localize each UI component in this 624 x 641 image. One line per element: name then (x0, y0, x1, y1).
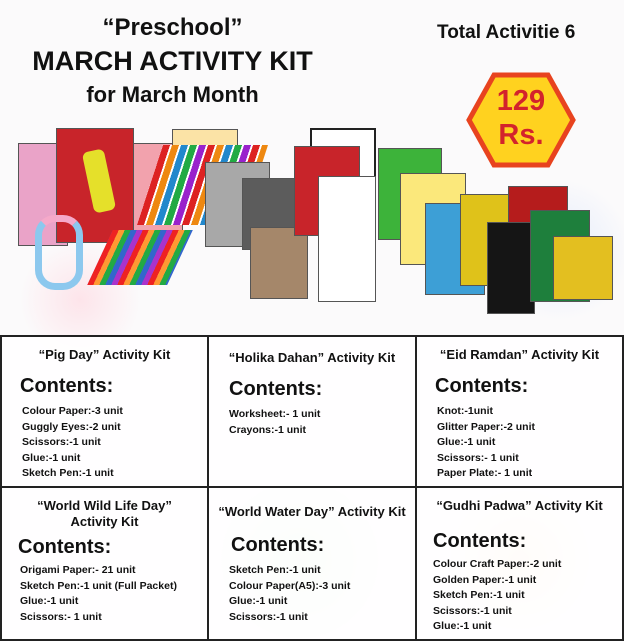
total-activities: Total Activitie 6 (437, 22, 576, 43)
scissors-icon (35, 215, 83, 290)
kit-card-world-wild-life-day (0, 486, 209, 641)
kit-card-world-water-day (207, 486, 417, 641)
price-text (466, 84, 576, 152)
kit-item: Scissors:-1 unit (22, 436, 101, 448)
kit-card-holika-dahan (207, 335, 417, 488)
kit-item: Glue:-1 unit (433, 620, 492, 632)
kit-item: Scissors:-1 unit (229, 610, 308, 623)
kit-item: Glue:-1 unit (20, 595, 79, 607)
kit-item: Origami Paper:- 21 unit (20, 564, 136, 576)
page-title: MARCH ACTIVITY KIT (32, 46, 313, 76)
kit-title: “Holika Dahan” Activity Kit (228, 350, 396, 365)
price-amount: 129 (496, 85, 546, 117)
contents-heading: Contents: (435, 375, 529, 397)
preschool-label: “Preschool” (102, 14, 243, 41)
contents-heading: Contents: (229, 378, 323, 400)
kit-item: Glue:-1 unit (229, 595, 288, 607)
kit-card-gudhi-padwa (415, 486, 624, 641)
kit-item: Colour Craft Paper:-2 unit (433, 558, 562, 570)
kit-item: Golden Paper:-1 unit (433, 573, 537, 586)
kit-title: “World Wild Life Day” Activity Kit (37, 498, 172, 529)
kit-item: Guggly Eyes:-2 unit (22, 420, 121, 433)
kit-item: Glitter Paper:-2 unit (437, 420, 536, 433)
kit-item: Colour Paper(A5):-3 unit (229, 579, 351, 592)
worksheet-image (318, 176, 376, 302)
contents-heading: Contents: (231, 534, 325, 556)
page-subtitle: for March Month (86, 82, 259, 107)
contents-heading: Contents: (433, 530, 527, 552)
contents-heading: Contents: (18, 536, 112, 558)
price-currency: Rs. (498, 119, 544, 151)
kit-title: “World Water Day” Activity Kit (218, 504, 406, 519)
kit-item: Glue:-1 unit (437, 436, 496, 448)
kit-item: Knot:-1unit (437, 405, 493, 417)
kit-card-eid-ramdan (415, 335, 624, 488)
kit-title: “Eid Ramdan” Activity Kit (439, 347, 600, 362)
kit-item: Colour Paper:-3 unit (22, 405, 123, 417)
kit-item: Sketch Pen:-1 unit (22, 467, 114, 479)
kit-card-pig-day (0, 335, 209, 488)
kit-item: Sketch Pen:-1 unit (229, 564, 321, 576)
kit-title: “Pig Day” Activity Kit (38, 347, 171, 362)
kit-item: Worksheet:- 1 unit (229, 408, 321, 420)
kit-item: Scissors:- 1 unit (20, 610, 102, 623)
kit-item: Scissors:- 1 unit (437, 451, 519, 464)
kit-item: Scissors:-1 unit (433, 604, 512, 617)
kit-item: Paper Plate:- 1 unit (437, 467, 533, 479)
kit-item: Sketch Pen:-1 unit (433, 589, 525, 601)
kit-item: Sketch Pen:-1 unit (Full Packet) (20, 579, 177, 592)
kit-title: “Gudhi Padwa” Activity Kit (436, 498, 603, 513)
contents-heading: Contents: (20, 375, 114, 397)
kit-item: Glue:-1 unit (22, 451, 81, 464)
kit-item: Crayons:-1 unit (229, 423, 307, 436)
